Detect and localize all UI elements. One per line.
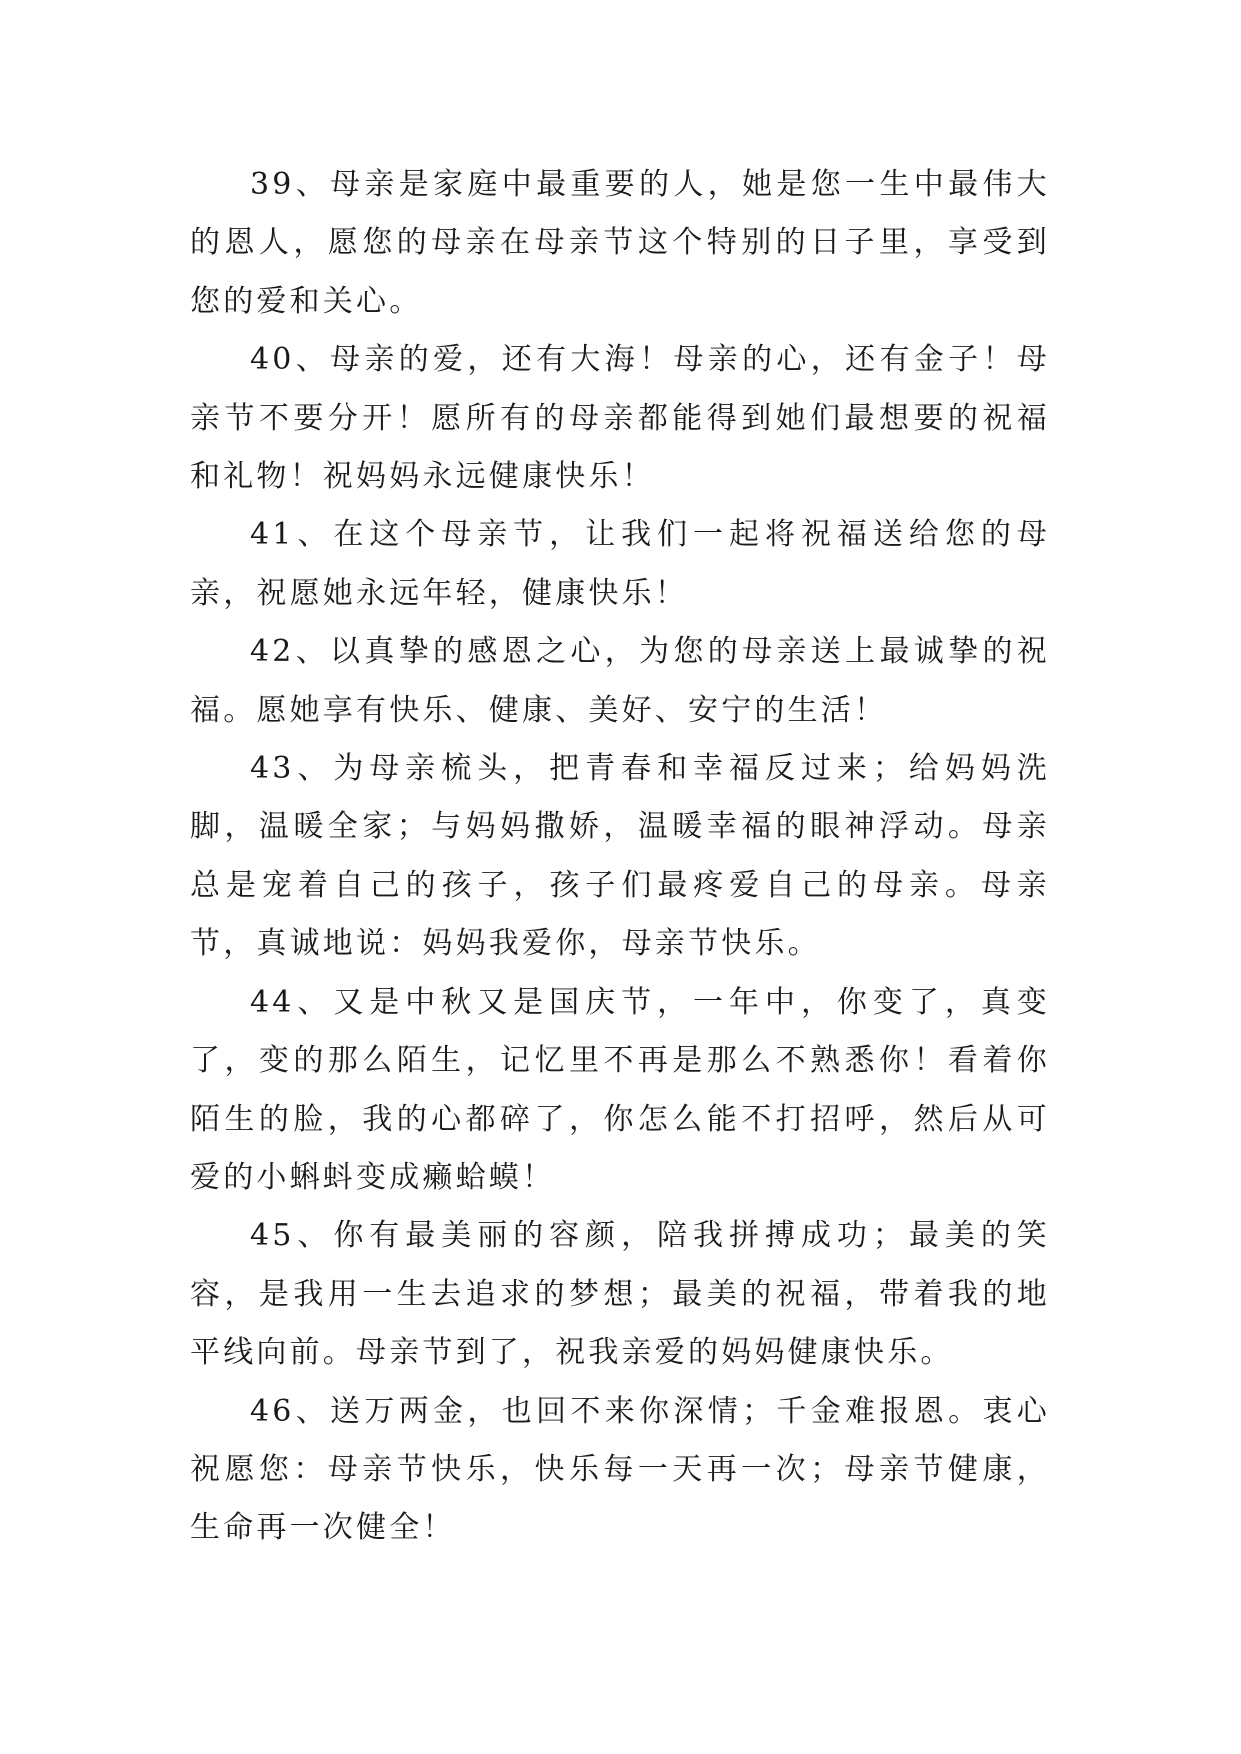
paragraph-42: 42、以真挚的感恩之心，为您的母亲送上最诚挚的祝福。愿她享有快乐、健康、美好、安宁的生活！ [190,634,1050,728]
paragraph-45: 45、你有最美丽的容颜，陪我拼搏成功；最美的笑容，是我用一生去追求的梦想；最美的祝福，带着我的地平线向前。母亲节到了，祝我亲爱的妈妈健康快乐。 [190,1218,1050,1371]
paragraph-43: 43、为母亲梳头，把青春和幸福反过来；给妈妈洗脚，温暖全家；与妈妈撒娇，温暖幸福的眼神浮动。母亲总是宠着自己的孩子，孩子们最疼爱自己的母亲。母亲节，真诚地说：妈妈我爱你，母亲节快乐。 [190,751,1050,962]
paragraph-44: 44、又是中秋又是国庆节，一年中，你变了，真变了，变的那么陌生，记忆里不再是那么不熟悉你！看着你陌生的脸，我的心都碎了，你怎么能不打招呼，然后从可爱的小蝌蚪变成癞蛤蟆！ [190,984,1050,1195]
document-body [190,156,1050,1558]
paragraph-41: 41、在这个母亲节，让我们一起将祝福送给您的母亲，祝愿她永远年轻，健康快乐！ [190,517,1050,611]
paragraph-39: 39、母亲是家庭中最重要的人，她是您一生中最伟大的恩人，愿您的母亲在母亲节这个特别的日子里，享受到您的爱和关心。 [190,167,1050,319]
paragraph-40: 40、母亲的爱，还有大海！母亲的心，还有金子！母亲节不要分开！愿所有的母亲都能得到她们最想要的祝福和礼物！祝妈妈永远健康快乐！ [190,342,1050,495]
paragraph-46: 46、送万两金，也回不来你深情；千金难报恩。衷心祝愿您：母亲节快乐，快乐每一天再一次；母亲节健康，生命再一次健全！ [190,1393,1050,1546]
